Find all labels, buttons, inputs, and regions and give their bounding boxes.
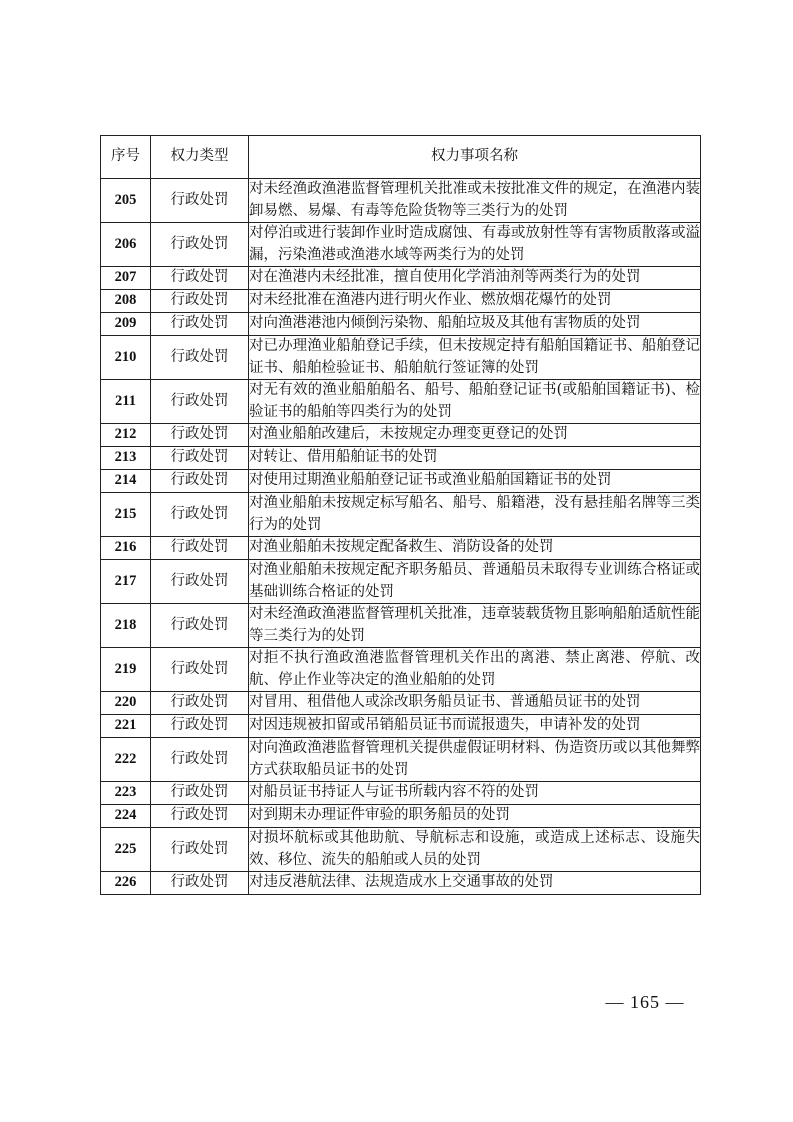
row-item-name: 对向渔港港池内倾倒污染物、船舶垃圾及其他有害物质的处罚 bbox=[249, 313, 701, 336]
row-number: 212 bbox=[101, 424, 151, 447]
row-number: 216 bbox=[101, 537, 151, 560]
row-power-type: 行政处罚 bbox=[151, 267, 249, 290]
row-power-type: 行政处罚 bbox=[151, 493, 249, 537]
table-row bbox=[101, 604, 701, 648]
row-power-type: 行政处罚 bbox=[151, 715, 249, 738]
row-item-name: 对拒不执行渔政渔港监督管理机关作出的离港、禁止离港、停航、改航、停止作业等决定的渔业船舶的处罚 bbox=[249, 648, 701, 692]
row-number: 207 bbox=[101, 267, 151, 290]
table-row bbox=[101, 447, 701, 470]
row-item-name: 对已办理渔业船舶登记手续，但未按规定持有船舶国籍证书、船舶登记证书、船舶检验证书、船舶航行签证簿的处罚 bbox=[249, 336, 701, 380]
row-item-name: 对未经渔政渔港监督管理机关批准或未按批准文件的规定，在渔港内装卸易燃、易爆、有毒等危险货物等三类行为的处罚 bbox=[249, 179, 701, 223]
row-power-type: 行政处罚 bbox=[151, 805, 249, 828]
row-power-type: 行政处罚 bbox=[151, 560, 249, 604]
row-item-name: 对向渔政渔港监督管理机关提供虚假证明材料、伪造资历或以其他舞弊方式获取船员证书的处罚 bbox=[249, 738, 701, 782]
row-item-name: 对违反港航法律、法规造成水上交通事故的处罚 bbox=[249, 872, 701, 895]
table-row bbox=[101, 648, 701, 692]
table-row bbox=[101, 738, 701, 782]
row-item-name: 对渔业船舶未按规定标写船名、船号、船籍港，没有悬挂船名牌等三类行为的处罚 bbox=[249, 493, 701, 537]
row-item-name: 对未经渔政渔港监督管理机关批准，违章装载货物且影响船舶适航性能等三类行为的处罚 bbox=[249, 604, 701, 648]
row-item-name: 对损坏航标或其他助航、导航标志和设施，或造成上述标志、设施失效、移位、流失的船舶或人员的处罚 bbox=[249, 828, 701, 872]
row-number: 205 bbox=[101, 179, 151, 223]
row-item-name: 对渔业船舶未按规定配齐职务船员、普通船员未取得专业训练合格证或基础训练合格证的处罚 bbox=[249, 560, 701, 604]
row-number: 209 bbox=[101, 313, 151, 336]
row-item-name: 对冒用、租借他人或涂改职务船员证书、普通船员证书的处罚 bbox=[249, 692, 701, 715]
row-power-type: 行政处罚 bbox=[151, 313, 249, 336]
row-number: 225 bbox=[101, 828, 151, 872]
row-number: 219 bbox=[101, 648, 151, 692]
row-power-type: 行政处罚 bbox=[151, 872, 249, 895]
row-item-name: 对停泊或进行装卸作业时造成腐蚀、有毒或放射性等有害物质散落或溢漏，污染渔港或渔港水域等两类行为的处罚 bbox=[249, 223, 701, 267]
row-number: 226 bbox=[101, 872, 151, 895]
row-number: 217 bbox=[101, 560, 151, 604]
table-row bbox=[101, 313, 701, 336]
row-item-name: 对渔业船舶未按规定配备救生、消防设备的处罚 bbox=[249, 537, 701, 560]
row-item-name: 对船员证书持证人与证书所载内容不符的处罚 bbox=[249, 782, 701, 805]
table-row bbox=[101, 179, 701, 223]
table-row bbox=[101, 715, 701, 738]
row-power-type: 行政处罚 bbox=[151, 537, 249, 560]
row-power-type: 行政处罚 bbox=[151, 336, 249, 380]
row-number: 222 bbox=[101, 738, 151, 782]
row-number: 206 bbox=[101, 223, 151, 267]
row-number: 210 bbox=[101, 336, 151, 380]
row-power-type: 行政处罚 bbox=[151, 447, 249, 470]
table-row bbox=[101, 290, 701, 313]
row-item-name: 对未经批准在渔港内进行明火作业、燃放烟花爆竹的处罚 bbox=[249, 290, 701, 313]
header-num: 序号 bbox=[101, 136, 151, 179]
row-power-type: 行政处罚 bbox=[151, 604, 249, 648]
table-row bbox=[101, 267, 701, 290]
table-row bbox=[101, 380, 701, 424]
row-number: 220 bbox=[101, 692, 151, 715]
row-item-name: 对到期未办理证件审验的职务船员的处罚 bbox=[249, 805, 701, 828]
page-number: — 165 — bbox=[605, 992, 685, 1012]
table-row bbox=[101, 560, 701, 604]
row-power-type: 行政处罚 bbox=[151, 290, 249, 313]
row-power-type: 行政处罚 bbox=[151, 828, 249, 872]
row-item-name: 对渔业船舶改建后，未按规定办理变更登记的处罚 bbox=[249, 424, 701, 447]
table-row bbox=[101, 805, 701, 828]
power-items-table bbox=[100, 135, 701, 895]
row-power-type: 行政处罚 bbox=[151, 648, 249, 692]
table-row bbox=[101, 470, 701, 493]
row-number: 214 bbox=[101, 470, 151, 493]
row-item-name: 对使用过期渔业船舶登记证书或渔业船舶国籍证书的处罚 bbox=[249, 470, 701, 493]
row-number: 223 bbox=[101, 782, 151, 805]
row-number: 208 bbox=[101, 290, 151, 313]
row-number: 213 bbox=[101, 447, 151, 470]
row-item-name: 对无有效的渔业船舶船名、船号、船舶登记证书(或船舶国籍证书)、检验证书的船舶等四类行为的处罚 bbox=[249, 380, 701, 424]
row-power-type: 行政处罚 bbox=[151, 782, 249, 805]
table-row bbox=[101, 537, 701, 560]
table-header-row bbox=[101, 136, 701, 179]
table-row bbox=[101, 692, 701, 715]
table-row bbox=[101, 223, 701, 267]
row-power-type: 行政处罚 bbox=[151, 179, 249, 223]
row-item-name: 对在渔港内未经批准，擅自使用化学消油剂等两类行为的处罚 bbox=[249, 267, 701, 290]
table-row bbox=[101, 828, 701, 872]
row-number: 218 bbox=[101, 604, 151, 648]
table-row bbox=[101, 424, 701, 447]
row-power-type: 行政处罚 bbox=[151, 380, 249, 424]
table-row bbox=[101, 872, 701, 895]
row-power-type: 行政处罚 bbox=[151, 692, 249, 715]
row-item-name: 对因违规被扣留或吊销船员证书而谎报遗失，申请补发的处罚 bbox=[249, 715, 701, 738]
row-number: 221 bbox=[101, 715, 151, 738]
row-power-type: 行政处罚 bbox=[151, 223, 249, 267]
header-type: 权力类型 bbox=[151, 136, 249, 179]
row-item-name: 对转让、借用船舶证书的处罚 bbox=[249, 447, 701, 470]
row-power-type: 行政处罚 bbox=[151, 424, 249, 447]
table-row bbox=[101, 782, 701, 805]
row-number: 211 bbox=[101, 380, 151, 424]
row-power-type: 行政处罚 bbox=[151, 470, 249, 493]
row-number: 215 bbox=[101, 493, 151, 537]
table-body bbox=[101, 179, 701, 895]
table-row bbox=[101, 336, 701, 380]
header-name: 权力事项名称 bbox=[249, 136, 701, 179]
table-row bbox=[101, 493, 701, 537]
row-power-type: 行政处罚 bbox=[151, 738, 249, 782]
row-number: 224 bbox=[101, 805, 151, 828]
